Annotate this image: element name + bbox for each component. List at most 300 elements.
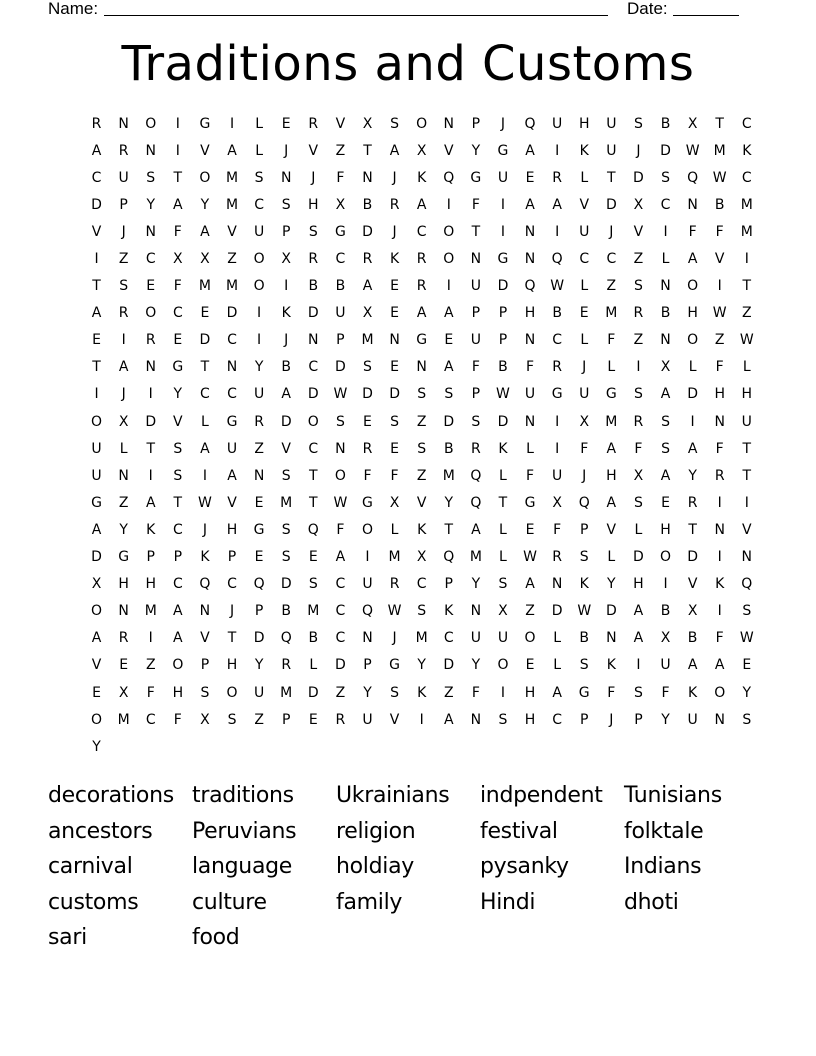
word-list-item: family <box>336 889 403 915</box>
grid-cell: Q <box>307 521 319 538</box>
grid-cell: U <box>524 386 536 403</box>
grid-cell: T <box>742 278 752 295</box>
grid-cell: N <box>687 196 698 213</box>
grid-cell: I <box>446 196 451 213</box>
grid-cell: F <box>390 467 399 484</box>
grid-cell: O <box>443 223 455 240</box>
grid-cell: E <box>525 521 535 538</box>
grid-cell: O <box>497 657 509 674</box>
grid-cell: N <box>362 169 373 186</box>
grid-cell: U <box>660 657 671 674</box>
grid-cell: T <box>173 169 183 186</box>
grid-cell: D <box>389 386 400 403</box>
word-list-item: sari <box>48 925 87 950</box>
grid-cell: V <box>281 440 291 457</box>
grid-cell: Z <box>118 494 129 511</box>
grid-cell: C <box>145 711 156 728</box>
grid-cell: V <box>200 630 210 647</box>
grid-cell: D <box>605 196 617 213</box>
grid-cell: G <box>91 494 102 511</box>
grid-cell: C <box>552 332 563 349</box>
grid-cell: K <box>417 521 427 538</box>
grid-cell: M <box>198 278 211 295</box>
grid-cell: I <box>717 278 722 295</box>
grid-cell: C <box>172 305 183 322</box>
grid-cell: M <box>713 142 726 159</box>
grid-cell: W <box>333 494 348 511</box>
grid-cell: L <box>526 440 534 457</box>
grid-cell: F <box>471 196 480 213</box>
grid-cell: D <box>280 576 292 593</box>
grid-cell: A <box>200 223 210 240</box>
grid-cell: C <box>335 251 346 268</box>
grid-cell: M <box>442 467 455 484</box>
grid-cell: M <box>280 494 293 511</box>
letter-grid <box>83 110 760 760</box>
grid-cell: F <box>715 440 724 457</box>
grid-cell: H <box>714 386 725 403</box>
grid-cell: M <box>144 603 157 620</box>
word-list-item: pysanky <box>480 854 569 879</box>
grid-cell: Y <box>471 576 481 593</box>
grid-cell: F <box>173 711 182 728</box>
grid-cell: A <box>389 142 400 159</box>
grid-cell: F <box>580 440 589 457</box>
grid-cell: I <box>446 278 451 295</box>
grid-cell: T <box>200 359 210 376</box>
word-list-item: dhoti <box>624 889 679 915</box>
grid-cell: I <box>500 196 506 213</box>
grid-cell: L <box>607 549 616 566</box>
grid-cell: B <box>687 630 698 647</box>
grid-cell: N <box>308 332 319 349</box>
grid-cell: T <box>742 440 752 457</box>
grid-cell: S <box>335 413 345 430</box>
grid-cell: G <box>497 142 509 159</box>
grid-cell: M <box>307 603 320 620</box>
grid-cell: J <box>284 332 289 349</box>
grid-cell: C <box>227 332 237 349</box>
grid-cell: I <box>555 142 560 159</box>
grid-cell: V <box>687 576 698 593</box>
grid-cell: F <box>688 223 697 240</box>
grid-cell: O <box>253 251 265 268</box>
grid-cell: B <box>579 630 590 647</box>
grid-cell: D <box>145 413 157 430</box>
grid-cell: P <box>281 711 291 728</box>
grid-cell: Z <box>742 305 752 322</box>
grid-cell: I <box>202 467 207 484</box>
grid-cell: U <box>741 413 752 430</box>
grid-cell: B <box>714 196 725 213</box>
grid-cell: E <box>254 549 264 566</box>
grid-cell: X <box>633 196 644 213</box>
grid-cell: M <box>605 305 618 322</box>
grid-cell: Z <box>335 684 346 701</box>
grid-cell: D <box>335 359 346 376</box>
grid-cell: Z <box>714 332 725 349</box>
word-list-item: indpendent <box>480 783 603 808</box>
grid-cell: I <box>365 549 370 566</box>
grid-cell: M <box>740 223 753 240</box>
grid-cell: L <box>499 549 507 566</box>
grid-cell: S <box>227 711 237 728</box>
grid-cell: T <box>92 359 101 376</box>
grid-cell: Z <box>633 251 644 268</box>
grid-cell: K <box>742 142 752 159</box>
grid-cell: Z <box>118 251 129 268</box>
grid-cell: C <box>660 196 671 213</box>
grid-cell: K <box>444 603 454 620</box>
grid-cell: S <box>579 549 589 566</box>
grid-cell: R <box>118 305 129 322</box>
grid-cell: I <box>257 305 262 322</box>
grid-cell: O <box>687 278 699 295</box>
grid-cell: C <box>741 169 752 186</box>
grid-cell: N <box>714 711 725 728</box>
grid-cell: F <box>661 684 670 701</box>
grid-cell: R <box>416 251 427 268</box>
grid-cell: S <box>633 684 643 701</box>
grid-cell: R <box>118 142 129 159</box>
grid-cell: N <box>335 440 346 457</box>
grid-cell: H <box>172 684 184 701</box>
grid-cell: U <box>470 332 481 349</box>
grid-cell: M <box>469 549 482 566</box>
grid-cell: E <box>281 115 291 132</box>
grid-cell: I <box>121 332 126 349</box>
word-list-item: Ukrainians <box>336 783 450 808</box>
grid-cell: J <box>609 711 614 728</box>
grid-cell: S <box>417 440 427 457</box>
grid-cell: Z <box>606 278 617 295</box>
grid-cell: Q <box>551 251 563 268</box>
grid-cell: H <box>226 521 238 538</box>
grid-cell: E <box>525 657 535 674</box>
word-list-item: culture <box>192 889 267 915</box>
date-field-line[interactable] <box>673 15 739 16</box>
grid-cell: A <box>227 142 237 159</box>
grid-cell: A <box>443 359 454 376</box>
grid-cell: N <box>714 521 725 538</box>
grid-cell: A <box>443 305 454 322</box>
grid-cell: U <box>91 467 102 484</box>
grid-cell: B <box>308 630 319 647</box>
grid-cell: N <box>389 332 400 349</box>
grid-cell: X <box>118 413 129 430</box>
grid-cell: S <box>742 711 752 728</box>
grid-cell: S <box>281 521 291 538</box>
grid-cell: I <box>744 494 749 511</box>
grid-cell: A <box>173 630 183 647</box>
grid-cell: K <box>688 684 698 701</box>
grid-cell: T <box>444 521 454 538</box>
grid-cell: W <box>712 169 727 186</box>
grid-cell: R <box>335 711 346 728</box>
grid-cell: D <box>253 630 265 647</box>
grid-cell: D <box>443 413 455 430</box>
grid-cell: N <box>118 467 129 484</box>
grid-cell: C <box>416 576 427 593</box>
grid-cell: G <box>118 549 130 566</box>
grid-cell: E <box>173 332 183 349</box>
grid-cell: J <box>202 521 207 538</box>
grid-cell: I <box>148 630 153 647</box>
grid-cell: G <box>172 359 184 376</box>
grid-cell: S <box>146 169 156 186</box>
grid-cell: E <box>390 440 399 457</box>
grid-cell: U <box>687 711 698 728</box>
grid-cell: L <box>580 278 589 295</box>
grid-cell: Q <box>253 576 265 593</box>
grid-cell: H <box>633 576 644 593</box>
grid-cell: F <box>715 223 724 240</box>
grid-cell: J <box>392 169 397 186</box>
grid-cell: V <box>227 494 237 511</box>
grid-cell: O <box>416 115 428 132</box>
grid-cell: E <box>308 549 318 566</box>
grid-cell: A <box>525 142 535 159</box>
grid-cell: G <box>389 657 400 674</box>
grid-cell: J <box>392 223 397 240</box>
grid-cell: N <box>524 413 536 430</box>
grid-cell: L <box>309 657 318 674</box>
grid-cell: H <box>226 657 238 674</box>
grid-cell: F <box>146 684 155 701</box>
grid-cell: E <box>92 684 101 701</box>
grid-cell: A <box>91 630 102 647</box>
grid-cell: W <box>523 549 537 566</box>
grid-cell: U <box>606 115 617 132</box>
grid-cell: Y <box>173 386 183 403</box>
grid-cell: I <box>148 467 153 484</box>
grid-cell: Y <box>92 738 101 755</box>
grid-cell: I <box>175 142 180 159</box>
grid-cell: E <box>308 711 318 728</box>
word-list-item: carnival <box>48 854 133 879</box>
grid-cell: Q <box>361 603 373 620</box>
grid-cell: B <box>443 440 454 457</box>
grid-cell: U <box>253 386 265 403</box>
grid-cell: J <box>284 142 289 159</box>
grid-cell: A <box>525 196 535 213</box>
grid-cell: A <box>443 711 454 728</box>
grid-cell: C <box>227 576 237 593</box>
grid-cell: G <box>334 223 346 240</box>
grid-cell: B <box>660 603 671 620</box>
grid-cell: A <box>91 521 102 538</box>
grid-cell: J <box>636 142 641 159</box>
grid-cell: B <box>362 196 373 213</box>
grid-cell: X <box>200 251 210 268</box>
grid-cell: S <box>633 386 643 403</box>
grid-cell: L <box>661 251 670 268</box>
grid-cell: I <box>555 440 560 457</box>
grid-cell: R <box>552 169 562 186</box>
name-field-line[interactable] <box>104 15 608 16</box>
grid-cell: I <box>636 359 641 376</box>
grid-cell: H <box>578 115 590 132</box>
grid-cell: Y <box>363 684 372 701</box>
grid-cell: V <box>227 223 237 240</box>
grid-cell: X <box>633 467 644 484</box>
grid-cell: K <box>498 440 508 457</box>
grid-cell: R <box>633 305 644 322</box>
grid-cell: D <box>91 196 102 213</box>
grid-cell: E <box>363 413 372 430</box>
grid-cell: O <box>91 603 103 620</box>
grid-cell: C <box>335 630 346 647</box>
grid-cell: M <box>740 196 753 213</box>
grid-cell: O <box>361 521 373 538</box>
grid-cell: P <box>254 603 264 620</box>
grid-cell: Y <box>146 196 156 213</box>
grid-cell: Q <box>687 169 699 186</box>
grid-cell: Q <box>578 494 590 511</box>
grid-cell: U <box>335 305 346 322</box>
grid-cell: H <box>687 305 698 322</box>
grid-cell: C <box>443 630 454 647</box>
grid-cell: O <box>199 169 211 186</box>
grid-cell: N <box>606 630 617 647</box>
grid-cell: A <box>145 494 156 511</box>
grid-cell: Z <box>335 142 346 159</box>
grid-cell: N <box>470 603 482 620</box>
grid-cell: Q <box>280 630 292 647</box>
grid-cell: G <box>578 684 590 701</box>
grid-cell: S <box>281 549 291 566</box>
grid-cell: C <box>91 169 102 186</box>
grid-cell: E <box>254 494 264 511</box>
grid-cell: W <box>496 386 510 403</box>
grid-cell: D <box>280 413 292 430</box>
grid-cell: L <box>634 521 643 538</box>
grid-cell: T <box>607 169 616 186</box>
grid-cell: F <box>553 521 562 538</box>
grid-cell: E <box>661 494 670 511</box>
grid-cell: D <box>443 657 455 674</box>
grid-cell: G <box>362 494 373 511</box>
grid-cell: E <box>742 657 752 674</box>
grid-cell: Q <box>524 115 536 132</box>
grid-cell: A <box>660 467 671 484</box>
grid-cell: P <box>146 549 155 566</box>
grid-cell: J <box>121 223 126 240</box>
word-list-item: holdiay <box>336 854 414 879</box>
grid-cell: L <box>499 467 507 484</box>
grid-cell: F <box>715 359 724 376</box>
grid-cell: K <box>200 549 210 566</box>
grid-cell: F <box>607 332 616 349</box>
grid-cell: X <box>498 603 508 620</box>
grid-cell: O <box>226 684 238 701</box>
grid-cell: Y <box>254 359 264 376</box>
grid-cell: B <box>660 115 671 132</box>
grid-cell: C <box>172 576 183 593</box>
grid-cell: R <box>145 332 156 349</box>
grid-cell: A <box>173 196 183 213</box>
grid-cell: S <box>281 467 291 484</box>
grid-cell: C <box>254 196 264 213</box>
grid-cell: F <box>173 278 182 295</box>
grid-cell: J <box>582 359 587 376</box>
grid-cell: N <box>416 359 427 376</box>
grid-cell: I <box>175 115 180 132</box>
grid-cell: P <box>227 549 237 566</box>
grid-cell: N <box>443 115 454 132</box>
grid-cell: S <box>633 278 643 295</box>
grid-cell: Z <box>443 684 454 701</box>
grid-cell: D <box>91 549 102 566</box>
grid-cell: R <box>362 251 373 268</box>
grid-cell: P <box>498 305 508 322</box>
grid-cell: C <box>227 386 237 403</box>
grid-cell: R <box>362 440 373 457</box>
grid-cell: W <box>739 332 754 349</box>
grid-cell: D <box>307 386 319 403</box>
grid-cell: L <box>580 169 589 186</box>
grid-cell: V <box>173 413 183 430</box>
grid-cell: C <box>741 115 752 132</box>
grid-cell: K <box>417 169 427 186</box>
grid-cell: K <box>389 251 400 268</box>
grid-cell: Z <box>633 332 644 349</box>
grid-cell: G <box>226 413 238 430</box>
grid-cell: B <box>281 359 291 376</box>
page-title: Traditions and Customs <box>121 36 695 92</box>
grid-cell: G <box>470 169 482 186</box>
grid-cell: V <box>606 521 617 538</box>
grid-cell: O <box>524 630 536 647</box>
grid-cell: E <box>390 359 399 376</box>
grid-cell: Z <box>416 413 427 430</box>
grid-cell: P <box>200 657 210 674</box>
grid-cell: A <box>200 440 210 457</box>
grid-cell: X <box>687 603 698 620</box>
grid-cell: H <box>308 196 319 213</box>
grid-cell: U <box>118 169 129 186</box>
grid-cell: F <box>471 359 480 376</box>
grid-cell: Q <box>470 494 482 511</box>
grid-cell: O <box>91 413 103 430</box>
grid-cell: W <box>685 142 700 159</box>
grid-cell: A <box>335 549 346 566</box>
grid-cell: P <box>119 196 128 213</box>
grid-cell: M <box>415 630 428 647</box>
grid-cell: L <box>255 142 264 159</box>
grid-cell: I <box>148 386 153 403</box>
grid-cell: M <box>605 413 618 430</box>
grid-cell: U <box>362 711 373 728</box>
grid-cell: R <box>633 413 644 430</box>
grid-cell: V <box>389 711 400 728</box>
grid-cell: L <box>255 115 264 132</box>
grid-cell: H <box>524 711 536 728</box>
grid-cell: I <box>94 251 99 268</box>
grid-cell: S <box>254 169 264 186</box>
grid-cell: S <box>661 413 670 430</box>
grid-cell: F <box>526 359 535 376</box>
grid-cell: T <box>173 494 183 511</box>
grid-cell: O <box>253 278 265 295</box>
grid-cell: J <box>121 386 126 403</box>
grid-cell: U <box>497 630 509 647</box>
grid-cell: S <box>390 413 400 430</box>
grid-cell: T <box>309 494 318 511</box>
date-label: Date: <box>627 0 668 18</box>
grid-cell: G <box>524 494 536 511</box>
grid-cell: S <box>661 440 670 457</box>
